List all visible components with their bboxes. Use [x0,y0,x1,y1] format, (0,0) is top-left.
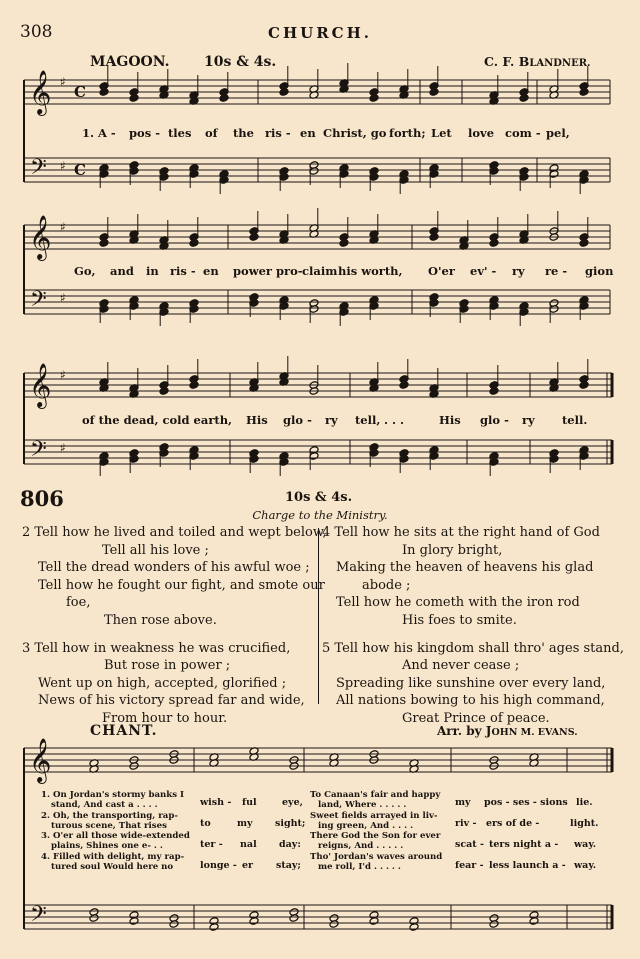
chant-word: less launch a - [489,860,566,871]
chant-word: sight; [275,818,306,829]
chant-word: ful [242,797,257,808]
verse-line: Spreading like sunshine over every land, [336,675,606,691]
verse-line: Then rose above. [104,612,217,628]
verse-line: His foes to smite. [402,612,517,628]
stanza-5 [322,640,622,728]
lyric-syllable: tles [168,126,192,140]
verse-line: From hour to hour. [102,710,228,726]
lyric-syllable: tell, [355,413,381,427]
verse-line: Tell the dread wonders of his awful woe ; [38,560,310,576]
verse-line: 4 Tell how he sits at the right hand of God [322,525,600,540]
lyric-syllable: ry [512,264,525,278]
chant-word: to [200,818,211,829]
hymn-subtitle: Charge to the Ministry. [252,508,388,522]
chant-arranger: Arr. by JOHN M. EVANS. [437,724,578,738]
lyric-syllable: forth; [389,126,426,140]
sharp-icon: ♯ [60,441,66,455]
lyric-syllable: glo - [283,413,312,427]
lyric-syllable: of the dead, cold earth, [82,413,233,427]
lyric-syllable: ris - [170,264,196,278]
lyric-syllable: the [233,126,254,140]
chant-word: day: [279,839,301,850]
chant-line: 3. O'er all those wide-extended [41,831,190,842]
verse-line: Making the heaven of heavens his glad [336,560,594,576]
chant-word: eye, [282,797,303,808]
verse-line: foe, [66,595,91,611]
verses-right-column [322,524,622,738]
bass-clef-icon: 𝄢 [30,155,47,185]
chant-line: land, Where . . . . . [318,800,407,811]
stanza-3 [22,640,318,728]
common-time-icon: C [74,83,86,101]
chant-word: light. [570,818,599,829]
lyric-syllable: pel, [546,126,570,140]
chant-word: ters night a - [489,839,559,850]
lyric-syllable: . . . [384,413,405,427]
treble-clef-icon: 𝄞 [29,215,52,259]
lyric-syllable: 1. A - [82,126,116,140]
treble-clef-icon: 𝄞 [29,738,52,782]
lyric-syllable: his worth, [338,264,403,278]
verse-line: 2 Tell how he lived and toiled and wept below, [22,525,327,540]
treble-clef-icon: 𝄞 [29,70,52,114]
bass-clef-icon: 𝄢 [30,437,47,467]
verse-line: In glory bright, [402,542,503,558]
chant-word: ers of de - [486,818,540,829]
common-time-icon: C [74,161,86,179]
column-divider [318,528,319,704]
chant-word: way. [574,839,597,850]
lyric-syllable: ry [522,413,535,427]
chant-line: There God the Son for ever [310,831,441,842]
chant-line: tured soul Would here no [51,862,174,873]
chant-verses-c [310,790,442,872]
hymn-meter: 10s & 4s. [285,490,353,505]
verse-line: All nations bowing to his high command, [336,693,605,709]
lyric-syllable: gion [585,264,614,278]
chant-line: Tho' Jordan's waves around [310,851,443,862]
chant-word: pos - ses - sions [484,797,568,808]
verse-line: Great Prince of peace. [402,710,550,726]
chant-word: wish - [200,797,232,808]
sharp-icon: ♯ [60,291,66,305]
tune-name: MAGOON. [90,54,170,70]
verse-line: Went up on high, accepted, glorified ; [38,675,287,691]
verse-line: abode ; [362,577,411,593]
verse-line: Tell how he fought our fight, and smote our [38,577,325,593]
verse-line: And never cease ; [402,658,520,674]
chant-word: lie. [576,797,593,808]
lyric-syllable: Go, [74,264,96,278]
chant-word: scat - [455,839,484,850]
lyric-syllable: Christ, go [323,126,387,140]
verse-line: News of his victory spread far and wide, [38,693,305,709]
chant-line: stand, And cast a . . . . [51,800,158,811]
sharp-icon: ♯ [60,368,66,382]
chant-word: ter - [200,839,223,850]
chant-line: plains, Shines one e- . . [51,841,163,852]
verse-line: 5 Tell how his kingdom shall thro' ages stand, [322,640,624,656]
chant-title: CHANT. [90,723,158,739]
page-number: 308 [20,22,53,42]
chant-word: riv - [455,818,477,829]
chant-line: reigns, And . . . . . [318,841,404,852]
lyric-syllable: and [110,264,134,278]
chant-verses-a [41,790,190,872]
chant-line: turous scene, That rises [51,820,167,831]
bass-clef-icon: 𝄢 [30,287,47,317]
composer: C. F. BLANDNER. [484,54,591,69]
lyric-syllable: com - [505,126,541,140]
lyric-syllable: en [300,126,316,140]
stanza-4 [322,524,622,630]
chant-word: my [455,797,471,808]
lyric-syllable: claim [302,264,338,278]
treble-clef-icon: 𝄞 [29,363,52,407]
sharp-icon: ♯ [60,75,66,89]
chant-word: way. [574,860,597,871]
lyric-syllable: ris - [265,126,291,140]
lyric-syllable: His [439,413,461,427]
hymn-number: 806 [20,486,64,511]
chant-line: Sweet fields arrayed in liv- [310,810,438,821]
verse-line: Tell how he cometh with the iron rod [336,595,580,611]
lyric-syllable: in [146,264,159,278]
chant-word: nal [240,839,257,850]
lyric-syllable: pos - [129,126,160,140]
tune-meter: 10s & 4s. [204,54,277,70]
chant-line: 4. Filled with delight, my rap- [41,851,185,862]
lyric-syllable: power [233,264,272,278]
bass-clef-icon: 𝄢 [30,902,47,932]
lyric-syllable: en [203,264,219,278]
chant-word: my [237,818,253,829]
stanza-2 [22,524,327,630]
lyric-syllable: His [246,413,268,427]
lyric-syllable: of [205,126,218,140]
sharp-icon: ♯ [60,220,66,234]
lyric-syllable: tell. [562,413,588,427]
verse-line: Tell all his love ; [102,542,209,558]
lyric-syllable: glo - [480,413,509,427]
chant-word: er [242,860,254,871]
lyric-syllable: ev' - [470,264,497,278]
verse-line: 3 Tell how in weakness he was crucified, [22,640,291,656]
chant-word: longe - [200,860,237,871]
running-head: CHURCH. [268,24,372,42]
lyric-syllable: love [468,126,495,140]
verses-left-column [22,524,327,738]
chant-line: ing green, And . . . . [318,820,414,831]
chant-line: me roll, I'd . . . . . [318,862,401,873]
lyric-syllable: O'er [428,264,455,278]
chant-word: fear - [455,860,484,871]
lyric-syllable: pro- [276,264,303,278]
chant-line: 2. Oh, the transporting, rap- [41,810,178,821]
lyric-syllable: ry [325,413,338,427]
sharp-icon: ♯ [60,159,66,173]
verse-line: But rose in power ; [104,658,231,674]
chant-word: stay; [276,860,301,871]
chant-line: 1. On Jordan's stormy banks I [41,790,185,800]
lyric-syllable: re - [545,264,568,278]
chant-line: To Canaan's fair and happy [310,790,441,800]
lyric-syllable: Let [431,126,452,140]
